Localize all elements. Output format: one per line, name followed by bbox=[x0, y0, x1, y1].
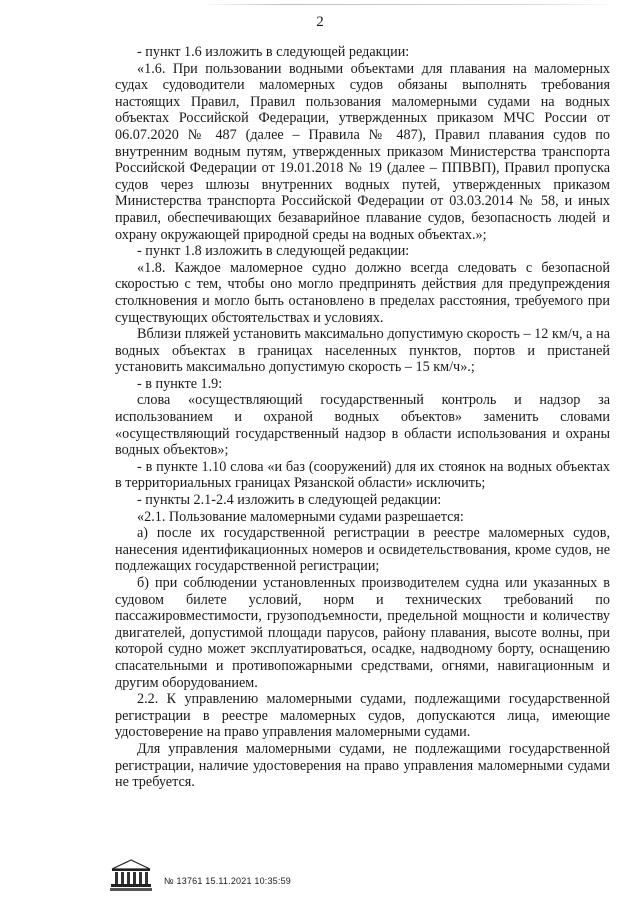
document-footer bbox=[108, 852, 291, 892]
paragraph: а) после их государственной регистрации в реестре маломерных судов, нанесения идентификационных номеров и освидетельствования, кроме судов, не подлежащих государственной регистрации; bbox=[115, 525, 610, 575]
paragraph: 2.2. К управлению маломерными судами, подлежащими государственной регистрации в реестре маломерных судов, допускаются лица, имеющие удостоверение на право управления маломерными судами. bbox=[115, 691, 610, 741]
paragraph: «1.6. При пользовании водными объектами для плавания на маломерных судах судоводители маломерных судов обязаны выполнять требования настоящих Правил, Правил пользования маломерными судами на водных объектах Российской Федерации, утвержденных приказом МЧС России от 06.07.2020 № 487 (далее – Правила № 487), Правил плавания судов по внутренним водным путям, утвержденных приказом Министерства транспорта Российской Федерации от 19.01.2018 № 19 (далее – ППВВП), Правил пропуска судов через шлюзы внутренних водных путей, утвержденных приказом Министерства транспорта Российской Федерации от 03.03.2014 № 58, и иных правил, обеспечивающих безаварийное плавание судов, безопасность людей и охрану окружающей природной среды на водных объектах.»; bbox=[115, 60, 610, 243]
registration-stamp: № 13761 15.11.2021 10:35:59 bbox=[164, 876, 291, 886]
government-building-logo-icon bbox=[108, 858, 154, 892]
paragraph: - пункт 1.6 изложить в следующей редакции: bbox=[137, 44, 410, 60]
scan-edge-line bbox=[200, 4, 620, 5]
paragraph: «2.1. Пользование маломерными судами разрешается: bbox=[137, 508, 464, 525]
paragraph: - пункты 2.1-2.4 изложить в следующей редакции: bbox=[137, 492, 442, 509]
paragraph: Для управления маломерными судами, не подлежащими государственной регистрации, наличие удостоверения на право управления маломерными судами не требуется. bbox=[115, 740, 610, 791]
paragraph: б) при соблюдении установленных производителем судна или указанных в судовом билете условий, норм и технических требований по пассажировместимости, грузоподъемности, предельной мощности и количеству двигателей, допустимой площади парусов, району плавания, высоте волны, при которой судно может эксплуатироваться, осадке, надводному борту, оснащению спасательными и противопожарными средствами, огнями, навигационным и другим оборудованием. bbox=[115, 575, 610, 691]
document-body bbox=[115, 44, 610, 791]
page-number: 2 bbox=[316, 14, 324, 30]
paragraph: Вблизи пляжей установить максимально допустимую скорость – 12 км/ч, а на водных объектах в границах населенных пунктов, портов и пристаней установить максимально допустимую скорость – 15 км/ч».; bbox=[115, 326, 610, 376]
paragraph: слова «осуществляющий государственный контроль и надзор за использованием и охраной водных объектов» заменить словами «осуществляющий государственный надзор в области использования и охраны водных объектов»; bbox=[115, 392, 610, 459]
paragraph: - в пункте 1.10 слова «и баз (сооружений) для их стоянок на водных объектах в территориальных границах Рязанской области» исключить; bbox=[115, 458, 610, 492]
paragraph: «1.8. Каждое маломерное судно должно всегда следовать с безопасной скоростью с тем, чтобы оно могло предпринять действия для предупреждения столкновения и могло быть остановлено в пределах расстояния, требуемого при существующих обстоятельствах и условиях. bbox=[115, 259, 610, 326]
paragraph: - в пункте 1.9: bbox=[137, 375, 223, 392]
paragraph: - пункт 1.8 изложить в следующей редакции: bbox=[137, 243, 410, 260]
